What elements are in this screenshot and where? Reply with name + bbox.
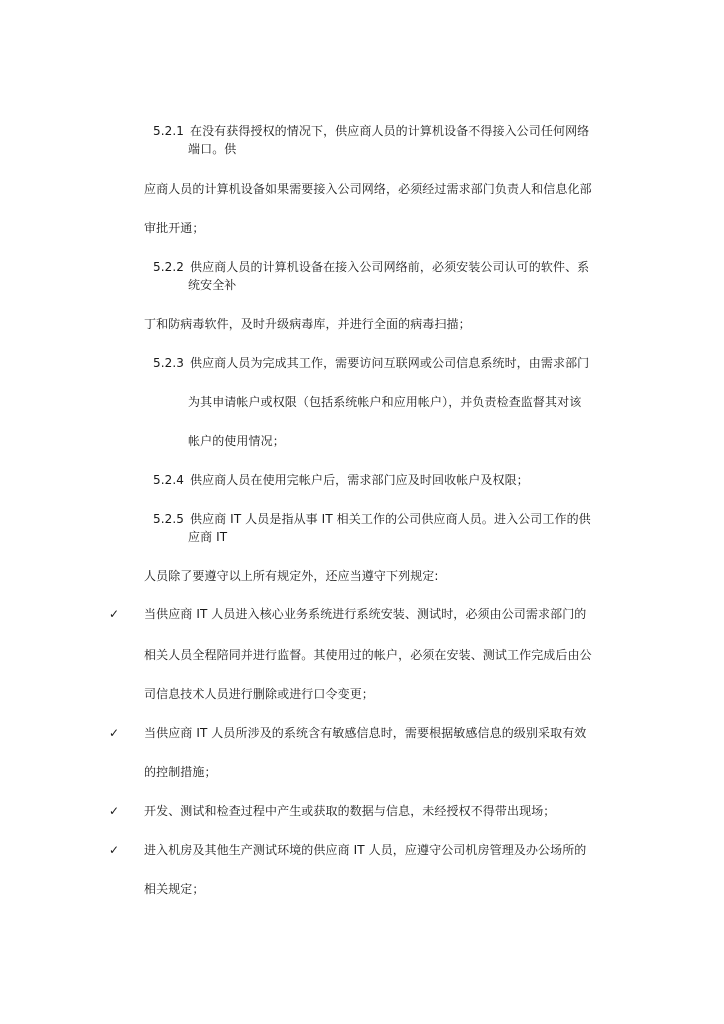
check-mark-icon: ✓ — [109, 804, 120, 818]
check-mark-icon: ✓ — [109, 607, 120, 621]
item-number: 5.2.3 — [153, 356, 185, 370]
paragraph-line: 为其申请帐户或权限（包括系统帐户和应用帐户），并负责检查监督其对该 — [188, 395, 582, 409]
item-5-2-2 — [153, 258, 589, 276]
item-text: 供应商人员的计算机设备在接入公司网络前，必须安装公司认可的软件、系 — [189, 260, 590, 274]
item-text: 供应商 IT 人员是指从事 IT 相关工作的公司供应商人员。进入公司工作的供 — [189, 512, 591, 526]
check-mark-icon: ✓ — [109, 726, 120, 740]
paragraph-line: 人员除了要遵守以上所有规定外，还应当遵守下列规定: — [144, 569, 439, 583]
item-text: 供应商人员为完成其工作，需要访问互联网或公司信息系统时，由需求部门 — [189, 356, 590, 370]
item-number: 5.2.1 — [153, 124, 185, 138]
bullet-line: 当供应商 IT 人员进入核心业务系统进行系统安装、测试时，必须由公司需求部门的 — [144, 607, 587, 621]
check-mark-icon: ✓ — [109, 843, 120, 857]
paragraph-line: 帐户的使用情况； — [188, 434, 285, 448]
item-continuation: 应商 IT — [188, 530, 228, 544]
item-text: 供应商人员在使用完帐户后，需求部门应及时回收帐户及权限； — [189, 473, 529, 487]
bullet-line: 进入机房及其他生产测试环境的供应商 IT 人员，应遵守公司机房管理及办公场所的 — [144, 843, 587, 857]
paragraph-line: 丁和防病毒软件，及时升级病毒库，并进行全面的病毒扫描； — [144, 317, 471, 331]
item-continuation: 端口。供 — [188, 142, 237, 156]
item-number: 5.2.4 — [153, 473, 185, 487]
item-5-2-4 — [153, 471, 529, 489]
bullet-line: 开发、测试和检查过程中产生或获取的数据与信息，未经授权不得带出现场； — [144, 804, 556, 818]
bullet-line: 司信息技术人员进行删除或进行口令变更； — [144, 687, 374, 701]
item-5-2-3 — [153, 354, 589, 372]
item-text: 在没有获得授权的情况下，供应商人员的计算机设备不得接入公司任何网络 — [189, 124, 590, 138]
bullet-line: 相关人员全程陪同并进行监督。其使用过的帐户，必须在安装、测试工作完成后由公 — [144, 648, 592, 662]
item-continuation: 统安全补 — [188, 278, 237, 292]
paragraph-line: 审批开通； — [144, 221, 205, 235]
bullet-line: 的控制措施； — [144, 765, 217, 779]
paragraph-line: 应商人员的计算机设备如果需要接入公司网络，必须经过需求部门负责人和信息化部 — [144, 182, 592, 196]
bullet-line: 当供应商 IT 人员所涉及的系统含有敏感信息时，需要根据敏感信息的级别采取有效 — [144, 726, 587, 740]
item-number: 5.2.5 — [153, 512, 185, 526]
bullet-line: 相关规定； — [144, 882, 205, 896]
item-5-2-5 — [153, 510, 591, 528]
item-number: 5.2.2 — [153, 260, 185, 274]
item-5-2-1 — [153, 122, 589, 140]
